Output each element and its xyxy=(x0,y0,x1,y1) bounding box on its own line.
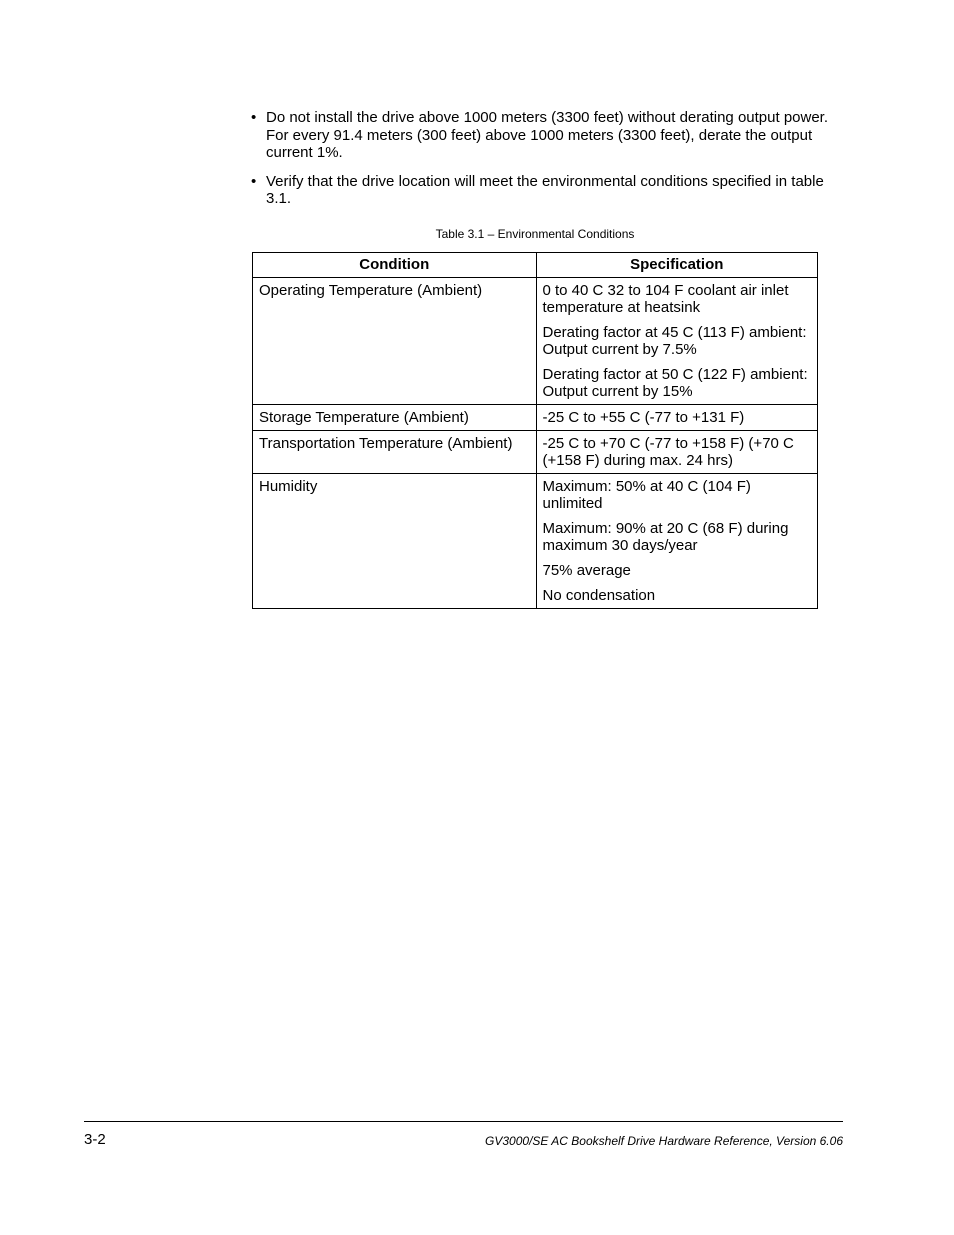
bullet-icon: • xyxy=(251,172,257,190)
bullet-list xyxy=(251,109,846,219)
spec-text: Derating factor at 50 C (122 F) ambient: Output current by 15% xyxy=(542,366,808,400)
table-row xyxy=(253,405,818,431)
condition-cell: Operating Temperature (Ambient) xyxy=(253,278,537,405)
table-row xyxy=(253,474,818,609)
bullet-item-environment xyxy=(251,173,846,208)
spec-text: Maximum: 90% at 20 C (68 F) during maximum 30 days/year xyxy=(542,520,789,554)
table-caption: Table 3.1 – Environmental Conditions xyxy=(435,227,635,241)
table-row xyxy=(253,278,818,405)
bullet-text: Do not install the drive above 1000 meters (3300 feet) without derating output power. For every 91.4 meters (300 feet) above 1000 meters (3300 feet), derate the output current 1%. xyxy=(266,109,829,161)
table-header-row xyxy=(253,253,818,278)
bullet-text: Verify that the drive location will meet the environmental conditions specified in table 3.1. xyxy=(266,172,824,207)
table-row xyxy=(253,431,818,474)
condition-cell: Storage Temperature (Ambient) xyxy=(253,405,537,431)
condition-cell: Humidity xyxy=(253,474,537,609)
condition-cell: Transportation Temperature (Ambient) xyxy=(253,431,537,474)
spec-text: No condensation xyxy=(542,587,656,604)
footer-document-title: GV3000/SE AC Bookshelf Drive Hardware Reference, Version 6.06 xyxy=(485,1134,843,1148)
column-header-specification: Specification xyxy=(536,253,818,278)
column-header-condition: Condition xyxy=(253,253,537,278)
spec-text: Maximum: 50% at 40 C (104 F) unlimited xyxy=(542,478,751,512)
specification-cell xyxy=(536,431,818,474)
spec-text: 0 to 40 C 32 to 104 F coolant air inlet temperature at heatsink xyxy=(542,282,789,316)
spec-text: -25 C to +70 C (-77 to +158 F) (+70 C (+158 F) during max. 24 hrs) xyxy=(542,435,794,469)
specification-cell xyxy=(536,474,818,609)
specification-cell xyxy=(536,278,818,405)
environmental-conditions-table xyxy=(252,252,818,609)
specification-cell xyxy=(536,405,818,431)
footer-divider xyxy=(84,1121,843,1122)
spec-text: 75% average xyxy=(542,562,631,579)
bullet-item-altitude xyxy=(251,109,846,162)
spec-text: Derating factor at 45 C (113 F) ambient: Output current by 7.5% xyxy=(542,324,807,358)
page-number: 3-2 xyxy=(84,1131,106,1148)
spec-text: -25 C to +55 C (-77 to +131 F) xyxy=(542,409,745,426)
bullet-icon: • xyxy=(251,109,257,126)
